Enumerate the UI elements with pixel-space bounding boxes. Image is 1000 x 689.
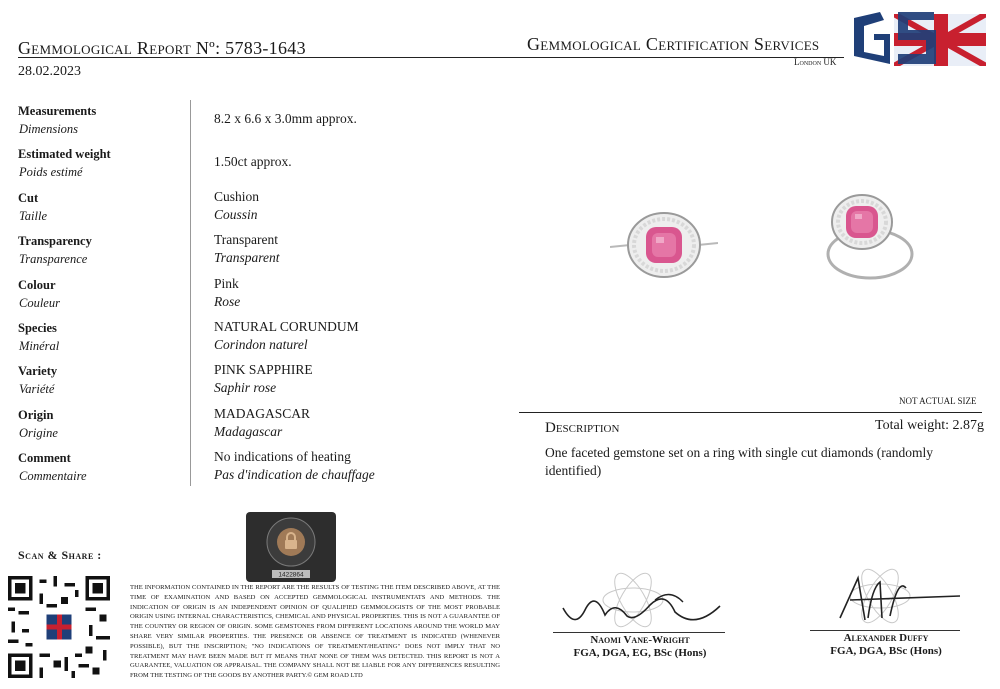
gcs-logo-icon [850,8,990,68]
prop-estimated-weight [18,143,508,186]
prop-value-fr: Transparent [214,250,280,266]
signer-quals: FGA, DGA, EG, BSc (Hons) [573,647,707,659]
total-weight: Total weight: 2.87g [875,418,985,433]
prop-measurements [18,100,508,143]
prop-value: Pink [214,275,239,291]
scan-share-label: Scan & Share : [18,548,102,562]
prop-value: Transparent [214,232,278,248]
prop-label: Comment [18,451,71,466]
qr-code-icon[interactable] [8,576,110,678]
description-divider [519,412,982,413]
prop-label-fr: Variété [19,382,55,397]
prop-value-fr: Coussin [214,206,258,222]
prop-variety [18,360,508,403]
signer-name: Naomi Vane-Wright [590,634,690,646]
hologram-seal-icon [246,512,336,582]
prop-label: Species [18,320,57,335]
company-location: London UK [794,57,837,67]
report-title: Gemmological Report Nº: 5783-1643 [18,38,306,58]
prop-label: Cut [18,190,39,205]
prop-label-fr: Poids estimé [19,165,83,180]
prop-value: PINK SAPPHIRE [214,362,313,378]
prop-value-fr: Corindon naturel [214,336,308,352]
prop-value: MADAGASCAR [214,405,311,421]
prop-value-fr: Madagascar [214,423,283,439]
not-actual-size-note: NOT ACTUAL SIZE [899,396,977,406]
prop-label: Variety [18,364,58,379]
prop-value: Cushion [214,188,260,204]
company-name: Gemmological Certification Services [527,34,820,54]
prop-label-fr: Couleur [19,295,60,310]
prop-value: 8.2 x 6.6 x 3.0mm approx. [214,111,357,126]
prop-cut [18,187,508,230]
prop-label-fr: Minéral [19,338,60,353]
prop-value: No indications of heating [214,449,351,465]
header-divider [18,57,844,58]
description-title: Description [545,420,620,436]
hologram-number: 1422864 [278,571,304,579]
signature-line [810,630,960,631]
ring-angle-image [818,190,918,285]
ring-front-image [610,195,718,290]
report-date: 28.02.2023 [18,64,81,79]
prop-label-fr: Taille [19,208,48,223]
prop-label: Colour [18,277,56,292]
prop-label: Estimated weight [18,147,111,162]
prop-label-fr: Origine [19,425,58,440]
signer-quals: FGA, DGA, BSc (Hons) [830,645,942,657]
signer-name: Alexander Duffy [843,632,929,644]
prop-comment [18,447,508,490]
prop-colour [18,274,508,317]
prop-label: Transparency [18,234,92,249]
prop-species [18,317,508,360]
prop-value-fr: Pas d'indication de chauffage [214,467,375,483]
signature-alexander-icon [810,558,970,633]
prop-transparency [18,230,508,273]
description-text: One faceted gemstone set on a ring with single cut diamonds (randomly identified) [545,445,934,478]
prop-label: Origin [18,407,54,422]
prop-label-fr: Transparence [19,252,88,267]
prop-value: NATURAL CORUNDUM [214,318,359,334]
signature-naomi-icon [555,560,725,635]
prop-origin [18,404,508,447]
prop-label: Measurements [18,104,97,118]
prop-label-fr: Commentaire [19,469,87,484]
disclaimer-text: THE INFORMATION CONTAINED IN THE REPORT ARE THE RESULTS OF TESTING THE ITEM DESCRIBED ABOVE, AT THE TIME OF EXAMINATION AND BASED ON ACCEPTED GEMMOLOGICAL INSTRUMENTATS AND METHODS. THE INDICATION OF ORIGIN IS AN INDEPENDENT OPINION OF QUALIFIED GEMMOLOGISTS OF THE MOST PROBABLE ORIGIN USING INTERNAL CHARACTERISTICS, CHEMICAL AND PHYSICAL PROPERTIES. THIS IS NOT A GUARANTEE OF THE COUNTRY OR REGION OF ORIGIN. SOME GEMSTONES FROM DIFFERENT LOCATIONS AROUND THE WORLD MAY SHARE VERY SIMILAR PROPERTIES. THE PRESENCE OR ABSENCE OF TREATMENT IS INDICATED (WHENEVER POSSIBLE), BUT THE INSCRIPTION; "NO INDICATIONS OF TREATMENT/HEATING" DOES NOT IMPLY THAT NO TREATMENT MAY HAVE BEEN MADE BUT IT MEANS THAT NONE OF THEM WAS DETECTED. THIS REPORT IS NOT A GUARANTEE, VALUATION OR APPRAISAL. THE COMPANY SHALL NOT BE LIABLE FOR ANY DIFFERENCES RESULTING FROM THE TESTING OF THE GOODS BY ANOTHER PARTY.© GEM ROAD LTD [130,584,500,680]
signature-line [553,632,725,633]
prop-value: 1.50ct approx. [214,154,292,170]
prop-value-fr: Rose [214,293,241,309]
prop-label-fr: Dimensions [19,122,79,136]
prop-value-fr: Saphir rose [214,380,277,396]
properties-list [18,100,508,491]
